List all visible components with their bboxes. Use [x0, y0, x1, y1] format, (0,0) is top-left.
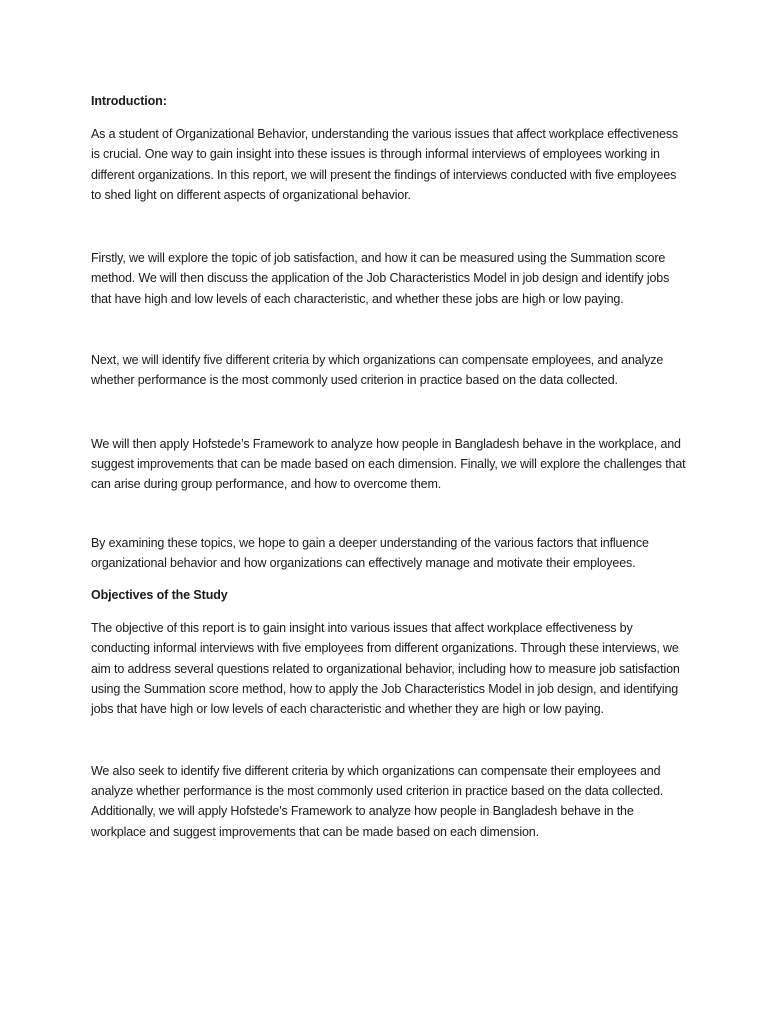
intro-paragraph-1: As a student of Organizational Behavior, understanding the various issues that affect workplace effectiveness is crucial. One way to gain insight into these issues is through informal interviews of employees working in different organizations. In this report, we will present the findings of interviews conducted with five employees to shed light on different aspects of organizational behavior.	[91, 127, 679, 202]
intro-paragraph-5: By examining these topics, we hope to gain a deeper understanding of the various factors that influence organizational behavior and how organizations can effectively manage and motivate their employees.	[91, 535, 649, 570]
document-page	[91, 93, 689, 842]
objectives-paragraph-1: The objective of this report is to gain insight into various issues that affect workplace effectiveness by conducting informal interviews with five employees from different organizations. Through these interviews, we aim to address several questions related to organizational behavior, including how to measure job satisfaction using the Summation score method, how to apply the Job Characteristics Model in job design, and identifying jobs that have high or low levels of each characteristic and whether they are high or low paying.	[91, 621, 680, 717]
intro-paragraph-3: Next, we will identify five different criteria by which organizations can compensate employees, and analyze whether performance is the most commonly used criterion in practice based on the data collected.	[91, 353, 664, 388]
objectives-paragraph-2: We also seek to identify five different criteria by which organizations can compensate their employees and analyze whether performance is the most commonly used criterion in practice based on the data collected. Additionally, we will apply Hofstede's Framework to analyze how people in Bangladesh behave in the workplace and suggest improvements that can be made based on each dimension.	[91, 763, 664, 839]
intro-paragraph-2: Firstly, we will explore the topic of job satisfaction, and how it can be measured using the Summation score method. We will then discuss the application of the Job Characteristics Model in job design and identify jobs that have high and low levels of each characteristic, and whether these jobs are high or low paying.	[91, 251, 670, 306]
intro-paragraph-4: We will then apply Hofstede’s Framework to analyze how people in Bangladesh behave in the workplace, and suggest improvements that can be made based on each dimension. Finally, we will explore the challenges that can arise during group performance, and how to overcome them.	[91, 436, 686, 492]
introduction-heading: Introduction:	[91, 94, 167, 108]
objectives-heading: Objectives of the Study	[91, 588, 228, 603]
